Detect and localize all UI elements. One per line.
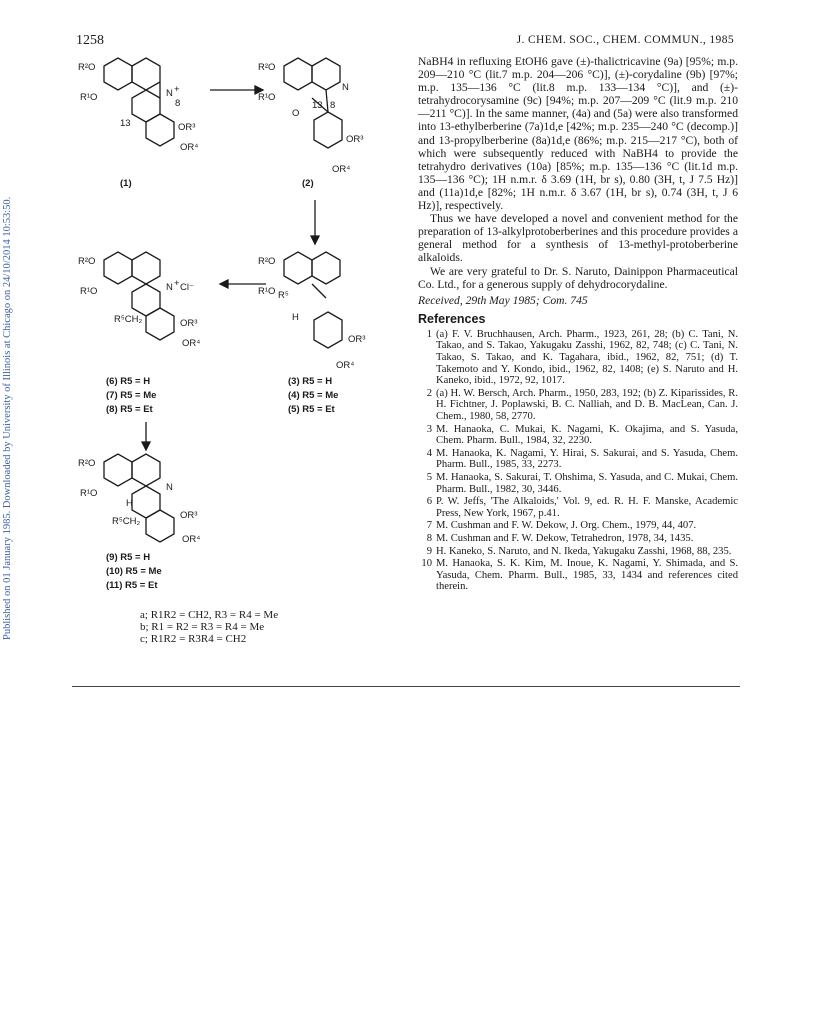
svg-text:R²O: R²O (258, 62, 276, 73)
reference-text: H. Kaneko, S. Naruto, and N. Ikeda, Yakugaku Zasshi, 1968, 88, 235. (436, 545, 732, 557)
journal-header: J. CHEM. SOC., CHEM. COMMUN., 1985 (516, 34, 734, 46)
svg-text:R⁵CH₂: R⁵CH₂ (114, 314, 143, 325)
structure-1 (78, 58, 198, 189)
reference-number: 10 (421, 558, 432, 570)
reference-item (418, 546, 738, 558)
reference-number: 4 (426, 447, 432, 459)
svg-text:+: + (174, 278, 180, 289)
reference-item (418, 448, 738, 471)
svg-text:N: N (342, 82, 349, 93)
paragraph-results: NaBH4 in refluxing EtOH6 gave (±)-thalictricavine (9a) [95%; m.p. 209—210 °C (lit.7 m.p. 204—206 °C)], (±)-corydaline (9b) [97%; m.p. 135—136 °C (lit.8 m.p. 133—134 °C)], and (±)-tetrahydrocorysamine (9c) [94%; m.p. 207—209 °C (lit.9 m.p. 210—211 °C)]. In the same manner, (4a) and (5a) were also transformed into 13-ethylberberine (7a)1d,e [42%; m.p. 235—240 °C (decomp.)] and 13-propylberberine (8a)1d,e (86%; m.p. 215—217 °C), both of which were subsequently reduced with NaBH4 to provide the tetrahydro derivatives (10a) [85%; m.p. 135—136 °C (lit.1d m.p. 135—136 °C); 1H n.m.r. δ 3.69 (1H, br s), 0.80 (3H, t, J 7.5 Hz)] and (11a)1d,e [82%; 1H n.m.r. δ 3.67 (1H, br s), 0.74 (3H, t, J 6 Hz)], respectively. (418, 55, 738, 213)
received-date: Received, 29th May 1985; Com. 745 (418, 293, 588, 307)
reference-text: M. Hanaoka, C. Mukai, K. Nagami, K. Okajima, and S. Yasuda, Chem. Pharm. Bull., 1984, 32, 2230. (436, 423, 738, 447)
svg-text:R¹O: R¹O (80, 92, 98, 103)
svg-text:8: 8 (330, 100, 336, 111)
svg-text:Cl⁻: Cl⁻ (180, 282, 194, 293)
reference-item (418, 520, 738, 532)
label-cpd9: (9) R5 = H (106, 552, 151, 563)
paragraph-acknowledgement: We are very grateful to Dr. S. Naruto, Dainippon Pharmaceutical Co. Ltd., for a generous supply of dehydrocorydaline. (418, 264, 738, 291)
svg-text:OR³: OR³ (346, 134, 364, 145)
references-list (418, 329, 738, 593)
reaction-scheme (70, 50, 415, 660)
legend-c: c; R1R2 = R3R4 = CH2 (140, 633, 247, 645)
reference-number: 1 (426, 328, 432, 340)
svg-text:R⁵: R⁵ (278, 290, 289, 301)
reference-item (418, 558, 738, 593)
svg-text:OR⁴: OR⁴ (182, 534, 201, 545)
substituent-legend (140, 609, 278, 645)
svg-text:H: H (126, 498, 133, 509)
reference-item (418, 424, 738, 447)
scheme-drawing (70, 50, 415, 660)
structure-9 (78, 454, 200, 545)
label-cpd2: (2) (302, 178, 314, 189)
svg-text:OR⁴: OR⁴ (182, 338, 201, 349)
reference-text: M. Cushman and F. W. Dekow, Tetrahedron, 1978, 34, 1435. (436, 532, 694, 544)
reference-number: 6 (426, 496, 432, 508)
legend-a: a; R1R2 = CH2, R3 = R4 = Me (140, 609, 279, 621)
reference-text: (a) F. V. Bruchhausen, Arch. Pharm., 1923, 261, 28; (b) C. Tani, N. Takao, and S. Takao, Yakugaku Zasshi, 1962, 82, 748; (c) C. Tani, N. Takao, S. Takao, and K. Tagahara, ibid., 1962, 82, 751; (d) T. Takemoto and Y. Kondo, ibid., 1962, 82, 1408; (e) S. Naruto and H. Kaneko, ibid., 1972, 92, 1017. (436, 328, 738, 387)
svg-text:13: 13 (120, 118, 131, 129)
reference-item (418, 329, 738, 387)
reference-item (418, 388, 738, 423)
svg-text:N: N (166, 282, 173, 293)
label-cpd3: (3) R5 = H (288, 376, 333, 387)
reference-text: M. Hanaoka, K. Nagami, Y. Hirai, S. Sakurai, and S. Yasuda, Chem. Pharm. Bull., 1985, 33, 2273. (436, 447, 738, 471)
svg-text:OR⁴: OR⁴ (336, 360, 355, 371)
reference-number: 2 (426, 387, 432, 399)
label-cpd4: (4) R5 = Me (288, 390, 339, 401)
reference-text: M. Hanaoka, S. Sakurai, T. Ohshima, S. Yasuda, and C. Mukai, Chem. Pharm. Bull., 1982, 30, 3446. (436, 472, 738, 495)
svg-text:R²O: R²O (78, 62, 96, 73)
svg-text:R²O: R²O (78, 458, 96, 469)
label-cpd8: (8) R5 = Et (106, 404, 153, 415)
svg-text:N: N (166, 482, 173, 493)
paragraph-conclusion: Thus we have developed a novel and convenient method for the preparation of 13-alkylprotoberberines and this procedure provides a general method for a synthesis of 13-methyl-protoberberine alkaloids. (418, 212, 738, 265)
reference-number: 9 (426, 545, 432, 557)
svg-text:R²O: R²O (258, 256, 276, 267)
reference-item (418, 533, 738, 545)
label-cpd7: (7) R5 = Me (106, 390, 157, 401)
svg-text:R¹O: R¹O (258, 92, 276, 103)
legend-b: b; R1 = R2 = R3 = R4 = Me (140, 621, 265, 633)
references-heading: References (418, 311, 486, 326)
svg-text:R⁵CH₂: R⁵CH₂ (112, 516, 141, 527)
label-cpd10: (10) R5 = Me (106, 566, 162, 577)
bottom-rule (72, 686, 740, 687)
label-cpd11: (11) R5 = Et (106, 580, 158, 591)
svg-text:OR⁴: OR⁴ (180, 142, 199, 153)
svg-text:13: 13 (312, 100, 323, 111)
svg-text:R²O: R²O (78, 256, 96, 267)
reference-text: P. W. Jeffs, 'The Alkaloids,' Vol. 9, ed. R. H. F. Manske, Academic Press, New York, 1967, p.41. (436, 496, 738, 519)
svg-text:OR³: OR³ (180, 510, 198, 521)
svg-text:8: 8 (175, 98, 181, 109)
body-text (418, 55, 738, 594)
reference-text: M. Hanaoka, S. K. Kim, M. Inoue, K. Nagami, Y. Shimada, and S. Yasuda, Chem. Pharm. Bull., 1985, 33, 1434 and references cited therein. (436, 558, 738, 593)
svg-text:+: + (174, 84, 180, 95)
reference-text: M. Cushman and F. W. Dekow, J. Org. Chem., 1979, 44, 407. (436, 520, 697, 532)
reference-number: 5 (426, 472, 432, 483)
reference-item (418, 472, 738, 495)
reference-text: (a) H. W. Bersch, Arch. Pharm., 1950, 283, 192; (b) Z. Kiparissides, R. H. Fichtner, J. Poplawski, B. C. Nalliah, and D. B. MacLean, Can. J. Chem., 1980, 58, 2770. (436, 387, 738, 423)
reference-number: 8 (426, 532, 432, 544)
svg-text:R¹O: R¹O (80, 286, 98, 297)
page-number: 1258 (76, 33, 104, 48)
svg-text:OR⁴: OR⁴ (332, 164, 351, 175)
reference-item (418, 496, 738, 519)
reference-number: 7 (426, 520, 432, 532)
svg-text:OR³: OR³ (180, 318, 198, 329)
reference-number: 3 (426, 423, 432, 435)
svg-text:OR³: OR³ (178, 122, 196, 133)
structure-3 (258, 252, 365, 371)
svg-text:H: H (292, 312, 299, 323)
structure-6 (78, 252, 200, 349)
structure-2 (258, 58, 363, 189)
svg-text:R¹O: R¹O (80, 488, 98, 499)
svg-text:N: N (166, 88, 173, 99)
svg-text:R¹O: R¹O (258, 286, 276, 297)
svg-text:O: O (292, 108, 300, 119)
label-cpd6: (6) R5 = H (106, 376, 151, 387)
label-cpd1: (1) (120, 178, 132, 189)
sidebar-note-text[interactable]: Published on 01 January 1985. Downloaded by University of Illinois at Chicago on 24/10/2014 10:53:50. (2, 196, 13, 640)
label-cpd5: (5) R5 = Et (288, 404, 335, 415)
sidebar-download-note[interactable] (2, 180, 16, 640)
svg-text:OR³: OR³ (348, 334, 366, 345)
